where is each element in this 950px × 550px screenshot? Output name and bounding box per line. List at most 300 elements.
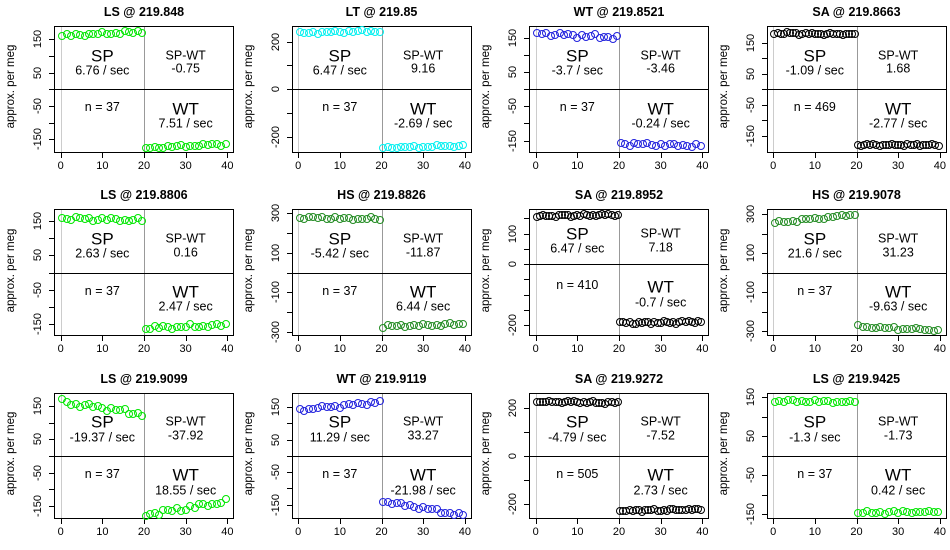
n-annotation-value: n = 37 bbox=[84, 100, 120, 115]
y-tick bbox=[762, 475, 767, 476]
x-tick bbox=[702, 153, 703, 158]
y-tick-label: 150 bbox=[32, 30, 44, 49]
x-tick bbox=[940, 336, 941, 341]
zero-line bbox=[55, 456, 233, 457]
y-tick bbox=[49, 139, 54, 140]
y-tick bbox=[49, 123, 54, 124]
y-tick-label-wrap bbox=[32, 249, 44, 261]
x-tick-label: 10 bbox=[333, 526, 346, 539]
y-tick bbox=[524, 123, 529, 124]
x-tick bbox=[536, 153, 537, 158]
wt-annotation-label: WT bbox=[172, 282, 199, 302]
y-axis-label: approx. per meg bbox=[717, 228, 730, 312]
x-tick bbox=[186, 336, 187, 341]
y-tick-label-wrap bbox=[270, 244, 282, 262]
y-tick bbox=[762, 495, 767, 496]
y-tick bbox=[49, 324, 54, 325]
data-point bbox=[138, 412, 146, 420]
y-tick bbox=[762, 292, 767, 293]
x-tick-label: 0 bbox=[295, 159, 302, 172]
data-point bbox=[222, 495, 230, 503]
x-tick-label: 40 bbox=[221, 526, 234, 539]
wt-annotation-label: WT bbox=[884, 465, 912, 485]
x-tick-label: 40 bbox=[696, 159, 709, 172]
n-annotation-value: n = 505 bbox=[556, 467, 599, 481]
x-tick bbox=[144, 519, 145, 524]
sp-annotation bbox=[788, 230, 842, 261]
y-tick bbox=[524, 325, 529, 326]
y-tick-label-wrap bbox=[270, 32, 282, 50]
x-tick-label: 30 bbox=[654, 342, 667, 355]
data-point bbox=[614, 211, 622, 219]
y-tick bbox=[49, 73, 54, 74]
x-tick-label: 30 bbox=[892, 159, 905, 172]
zero-line bbox=[530, 89, 708, 90]
x-tick bbox=[61, 153, 62, 158]
panel-title: LS @ 219.8806 bbox=[100, 188, 188, 203]
y-tick-label: -150 bbox=[32, 128, 44, 151]
x-tick bbox=[340, 153, 341, 158]
y-tick bbox=[49, 489, 54, 490]
panel bbox=[475, 183, 713, 366]
y-tick bbox=[762, 253, 767, 254]
y-tick bbox=[49, 439, 54, 440]
y-tick-label-wrap bbox=[270, 494, 282, 516]
x-tick bbox=[661, 153, 662, 158]
wt-annotation bbox=[869, 284, 927, 315]
x-tick bbox=[619, 519, 620, 524]
y-tick-label-wrap bbox=[745, 430, 757, 442]
y-tick-label: -200 bbox=[507, 492, 519, 515]
x-tick-label: 20 bbox=[137, 342, 151, 355]
y-tick bbox=[762, 397, 767, 398]
x-tick-label: 0 bbox=[532, 526, 539, 539]
y-tick bbox=[287, 407, 292, 408]
sp-annotation-value: 21.6 / sec bbox=[787, 246, 842, 261]
y-tick bbox=[287, 233, 292, 234]
y-tick bbox=[49, 307, 54, 308]
spwt-annotation-value: -11.87 bbox=[405, 245, 441, 259]
x-tick bbox=[815, 153, 816, 158]
y-axis-label: approx. per meg bbox=[5, 228, 17, 312]
wt-annotation-label: WT bbox=[647, 465, 674, 485]
data-point bbox=[222, 320, 230, 328]
x-tick bbox=[661, 519, 662, 524]
y-axis-label-wrap bbox=[718, 45, 730, 134]
y-tick-label-wrap bbox=[507, 261, 519, 267]
x-tick bbox=[857, 519, 858, 524]
y-tick bbox=[287, 137, 292, 138]
wt-annotation bbox=[634, 467, 688, 498]
y-axis-label-wrap bbox=[480, 412, 492, 501]
y-tick-label-wrap bbox=[507, 399, 519, 417]
x-tick bbox=[940, 153, 941, 158]
x-tick-label: 0 bbox=[57, 342, 64, 355]
sp-annotation-value: -4.79 / sec bbox=[548, 430, 607, 445]
wt-annotation-value: -0.7 / sec bbox=[634, 295, 687, 310]
wt-annotation-value: 18.55 / sec bbox=[155, 483, 217, 498]
x-tick bbox=[227, 336, 228, 341]
sp-annotation-label: SP bbox=[328, 46, 352, 66]
y-tick-label-wrap bbox=[745, 281, 757, 303]
zero-line bbox=[768, 456, 946, 457]
x-tick bbox=[298, 153, 299, 158]
x-tick bbox=[382, 153, 383, 158]
spwt-annotation-label: SP-WT bbox=[165, 47, 206, 62]
y-tick-label-wrap bbox=[32, 495, 44, 517]
x-tick-label: 0 bbox=[770, 526, 777, 539]
y-tick bbox=[287, 42, 292, 43]
sp-annotation bbox=[552, 47, 603, 78]
y-tick bbox=[524, 456, 529, 457]
y-tick-label-wrap bbox=[745, 244, 757, 262]
spwt-annotation-value: -37.92 bbox=[167, 428, 204, 443]
sp-annotation bbox=[550, 226, 604, 257]
y-tick-label: -50 bbox=[32, 97, 44, 114]
y-tick-label: -200 bbox=[269, 125, 282, 148]
spwt-annotation-value: 7.18 bbox=[648, 240, 673, 255]
x-tick-label: 0 bbox=[770, 159, 777, 172]
x-tick-label: 0 bbox=[57, 526, 64, 539]
x-tick bbox=[465, 336, 466, 341]
x-tick bbox=[144, 336, 145, 341]
x-tick-label: 40 bbox=[696, 526, 709, 539]
data-point bbox=[851, 30, 859, 38]
x-tick-label: 40 bbox=[221, 159, 234, 172]
x-tick bbox=[702, 336, 703, 341]
y-tick-label-wrap bbox=[32, 313, 44, 335]
x-tick-label: 20 bbox=[850, 159, 863, 172]
y-tick bbox=[762, 514, 767, 515]
spwt-annotation-value: -3.46 bbox=[646, 61, 675, 76]
x-tick-label: 10 bbox=[808, 526, 821, 539]
y-tick-label: -150 bbox=[32, 312, 44, 335]
x-tick bbox=[382, 519, 383, 524]
y-tick bbox=[762, 89, 767, 90]
x-tick-label: 10 bbox=[808, 159, 821, 172]
panel bbox=[0, 0, 238, 183]
y-axis-label-wrap bbox=[718, 412, 730, 501]
sp-annotation bbox=[310, 414, 370, 445]
n-annotation bbox=[556, 468, 598, 482]
wt-annotation bbox=[159, 100, 213, 131]
sp-annotation bbox=[311, 230, 369, 261]
x-tick-label: 40 bbox=[458, 159, 471, 172]
spwt-annotation-label: SP-WT bbox=[878, 414, 919, 429]
y-axis-label-wrap bbox=[480, 228, 492, 317]
x-tick-label: 30 bbox=[892, 342, 905, 355]
y-tick-label: 150 bbox=[269, 398, 282, 417]
y-axis-label-wrap bbox=[243, 412, 255, 501]
y-tick-label: 0 bbox=[507, 261, 519, 268]
n-annotation bbox=[797, 285, 832, 299]
x-tick bbox=[298, 519, 299, 524]
spwt-annotation-label: SP-WT bbox=[640, 414, 681, 429]
x-tick bbox=[186, 519, 187, 524]
y-tick-label: -300 bbox=[744, 319, 757, 342]
y-axis-label-wrap bbox=[5, 228, 17, 317]
start-line bbox=[536, 210, 537, 335]
wt-annotation bbox=[631, 100, 689, 131]
x-tick bbox=[898, 336, 899, 341]
y-axis-label: approx. per meg bbox=[717, 44, 730, 129]
x-tick bbox=[577, 153, 578, 158]
y-tick bbox=[524, 249, 529, 250]
y-tick-label-wrap bbox=[270, 281, 282, 303]
y-tick bbox=[287, 253, 292, 254]
y-tick bbox=[287, 273, 292, 274]
n-annotation-value: n = 37 bbox=[797, 283, 833, 298]
x-tick-label: 40 bbox=[933, 159, 946, 172]
y-tick-label: 200 bbox=[507, 398, 519, 418]
y-axis-label: approx. per meg bbox=[242, 228, 255, 312]
x-tick bbox=[773, 153, 774, 158]
wt-annotation-value: 2.47 / sec bbox=[158, 299, 213, 314]
sp-annotation-label: SP bbox=[90, 46, 114, 66]
y-tick-label: 0 bbox=[507, 452, 519, 459]
y-axis-label: approx. per meg bbox=[480, 228, 492, 312]
x-tick bbox=[340, 519, 341, 524]
y-tick bbox=[524, 504, 529, 505]
spwt-annotation-label: SP-WT bbox=[640, 47, 681, 62]
y-tick bbox=[287, 488, 292, 489]
x-tick bbox=[102, 519, 103, 524]
y-tick bbox=[49, 39, 54, 40]
x-tick bbox=[102, 153, 103, 158]
y-tick-label: 0 bbox=[269, 86, 282, 93]
y-tick bbox=[762, 273, 767, 274]
y-tick-label: 300 bbox=[744, 205, 757, 224]
x-tick bbox=[661, 336, 662, 341]
sp-annotation-value: 2.63 / sec bbox=[75, 246, 130, 261]
x-tick bbox=[61, 336, 62, 341]
spwt-annotation-value: 1.68 bbox=[885, 61, 911, 76]
data-point bbox=[376, 28, 384, 36]
n-annotation-value: n = 37 bbox=[84, 467, 120, 481]
y-tick-label: -50 bbox=[744, 467, 757, 484]
sp-annotation bbox=[313, 47, 367, 78]
y-tick-label: 50 bbox=[744, 430, 757, 443]
spwt-annotation-label: SP-WT bbox=[878, 47, 919, 62]
spwt-annotation bbox=[403, 416, 443, 444]
y-tick bbox=[524, 55, 529, 56]
n-annotation bbox=[322, 468, 357, 482]
y-tick bbox=[524, 106, 529, 107]
n-annotation-value: n = 37 bbox=[559, 100, 595, 115]
panel-title: HS @ 219.9078 bbox=[812, 188, 901, 203]
y-tick-label: 50 bbox=[269, 433, 282, 446]
wt-annotation-value: 7.51 / sec bbox=[158, 116, 213, 131]
y-tick-label-wrap bbox=[32, 282, 44, 298]
y-tick-label: -100 bbox=[744, 281, 757, 304]
y-tick bbox=[762, 105, 767, 106]
x-tick-label: 20 bbox=[137, 159, 151, 172]
y-tick bbox=[287, 65, 292, 66]
spwt-annotation bbox=[166, 49, 206, 77]
wt-annotation-label: WT bbox=[647, 277, 674, 297]
data-point bbox=[376, 397, 384, 405]
y-tick bbox=[49, 423, 54, 424]
x-tick bbox=[423, 336, 424, 341]
wt-annotation bbox=[871, 467, 925, 498]
y-tick-label: -150 bbox=[32, 494, 44, 517]
y-tick bbox=[762, 43, 767, 44]
panel-title: WT @ 219.8521 bbox=[573, 5, 665, 19]
sp-annotation-label: SP bbox=[803, 46, 827, 66]
y-tick-label: -150 bbox=[744, 124, 757, 147]
y-tick bbox=[49, 456, 54, 457]
y-tick-label-wrap bbox=[270, 464, 282, 480]
x-tick-label: 0 bbox=[770, 342, 777, 355]
panel-title: HS @ 219.8826 bbox=[337, 188, 426, 203]
x-tick-label: 40 bbox=[933, 342, 946, 355]
wt-annotation bbox=[869, 100, 927, 131]
x-tick bbox=[465, 153, 466, 158]
x-tick bbox=[577, 519, 578, 524]
y-tick bbox=[762, 312, 767, 313]
x-tick-label: 20 bbox=[612, 342, 626, 355]
y-tick bbox=[49, 473, 54, 474]
y-tick-label-wrap bbox=[32, 433, 44, 445]
y-tick-label-wrap bbox=[507, 493, 519, 515]
panel bbox=[0, 183, 238, 366]
sp-annotation-value: 6.47 / sec bbox=[312, 63, 367, 78]
x-tick bbox=[815, 519, 816, 524]
x-tick-label: 0 bbox=[295, 342, 302, 355]
y-tick-label: 100 bbox=[269, 243, 282, 262]
sp-annotation bbox=[786, 47, 844, 78]
y-tick bbox=[287, 472, 292, 473]
x-tick-label: 30 bbox=[417, 526, 430, 539]
wt-annotation bbox=[396, 284, 450, 315]
y-tick-label: 50 bbox=[744, 67, 757, 80]
panel bbox=[475, 367, 713, 550]
y-tick-label-wrap bbox=[745, 125, 757, 147]
y-tick-label-wrap bbox=[745, 503, 757, 525]
y-tick-label: 150 bbox=[32, 396, 44, 416]
y-tick-label: 150 bbox=[507, 28, 519, 48]
sp-annotation-label: SP bbox=[565, 224, 589, 244]
x-tick bbox=[102, 336, 103, 341]
sp-annotation-value: -1.09 / sec bbox=[785, 63, 845, 78]
y-tick bbox=[287, 213, 292, 214]
x-tick-label: 20 bbox=[850, 526, 863, 539]
x-tick bbox=[423, 153, 424, 158]
x-tick bbox=[227, 153, 228, 158]
panel-title: SA @ 219.9272 bbox=[574, 371, 664, 386]
sp-annotation-label: SP bbox=[803, 229, 827, 249]
y-tick-label-wrap bbox=[32, 128, 44, 150]
y-tick bbox=[762, 136, 767, 137]
y-tick bbox=[524, 480, 529, 481]
data-point bbox=[376, 216, 384, 224]
x-tick bbox=[382, 336, 383, 341]
x-tick-label: 40 bbox=[221, 342, 234, 355]
y-tick-label-wrap bbox=[507, 98, 519, 114]
x-tick bbox=[898, 519, 899, 524]
x-tick bbox=[773, 519, 774, 524]
spwt-annotation-value: -0.75 bbox=[171, 61, 200, 76]
spwt-annotation-label: SP-WT bbox=[403, 414, 444, 429]
zero-line bbox=[530, 456, 708, 457]
data-point bbox=[934, 508, 942, 516]
panel bbox=[238, 183, 476, 366]
wt-annotation-label: WT bbox=[409, 282, 437, 302]
y-tick bbox=[49, 406, 54, 407]
wt-annotation-label: WT bbox=[409, 99, 437, 119]
n-annotation-value: n = 469 bbox=[793, 100, 836, 115]
wt-annotation-value: -2.69 / sec bbox=[393, 116, 453, 131]
x-tick bbox=[536, 519, 537, 524]
y-tick-label-wrap bbox=[32, 98, 44, 114]
x-tick bbox=[227, 519, 228, 524]
n-annotation-value: n = 410 bbox=[556, 277, 599, 292]
zero-line bbox=[530, 264, 708, 265]
panel bbox=[713, 183, 950, 366]
sp-annotation-value: 6.76 / sec bbox=[75, 63, 130, 78]
x-tick bbox=[186, 153, 187, 158]
spwt-annotation bbox=[641, 49, 681, 77]
y-tick-label: 300 bbox=[269, 204, 282, 223]
n-annotation bbox=[85, 468, 120, 482]
wt-annotation-value: 2.73 / sec bbox=[633, 483, 688, 498]
y-tick bbox=[524, 72, 529, 73]
x-tick-label: 40 bbox=[458, 526, 471, 539]
sp-annotation bbox=[789, 414, 840, 445]
y-tick-label-wrap bbox=[507, 66, 519, 78]
n-annotation-value: n = 37 bbox=[84, 283, 120, 298]
y-tick bbox=[524, 218, 529, 219]
x-tick-label: 0 bbox=[295, 526, 302, 539]
y-tick-label-wrap bbox=[270, 398, 282, 416]
y-tick-label-wrap bbox=[507, 29, 519, 47]
x-tick bbox=[577, 336, 578, 341]
x-tick-label: 10 bbox=[96, 526, 109, 539]
spwt-annotation bbox=[878, 49, 918, 77]
y-tick-label-wrap bbox=[270, 434, 282, 446]
x-tick bbox=[857, 153, 858, 158]
y-axis-label: approx. per meg bbox=[717, 411, 730, 496]
n-annotation-value: n = 37 bbox=[322, 283, 358, 298]
y-tick-label-wrap bbox=[507, 225, 519, 243]
spwt-annotation bbox=[403, 232, 443, 260]
wt-annotation bbox=[155, 467, 216, 498]
x-tick-label: 40 bbox=[696, 342, 709, 355]
y-tick bbox=[49, 506, 54, 507]
y-tick bbox=[524, 264, 529, 265]
y-tick bbox=[524, 38, 529, 39]
y-tick bbox=[762, 214, 767, 215]
wt-annotation-label: WT bbox=[647, 99, 674, 119]
n-annotation bbox=[322, 101, 357, 115]
x-tick-label: 0 bbox=[532, 342, 539, 355]
spwt-annotation-value: 9.16 bbox=[410, 61, 436, 76]
spwt-annotation-label: SP-WT bbox=[165, 231, 206, 246]
y-tick bbox=[287, 440, 292, 441]
y-axis-label: approx. per meg bbox=[480, 411, 492, 496]
y-tick bbox=[287, 332, 292, 333]
wt-annotation-label: WT bbox=[884, 99, 912, 119]
y-tick-label: 150 bbox=[744, 388, 757, 407]
y-tick-label: -50 bbox=[32, 464, 44, 481]
y-tick-label: 100 bbox=[507, 224, 519, 243]
x-tick-label: 20 bbox=[612, 526, 626, 539]
x-tick bbox=[144, 153, 145, 158]
y-tick bbox=[524, 141, 529, 142]
y-tick bbox=[762, 331, 767, 332]
x-tick-label: 30 bbox=[179, 526, 192, 539]
y-tick bbox=[762, 58, 767, 59]
